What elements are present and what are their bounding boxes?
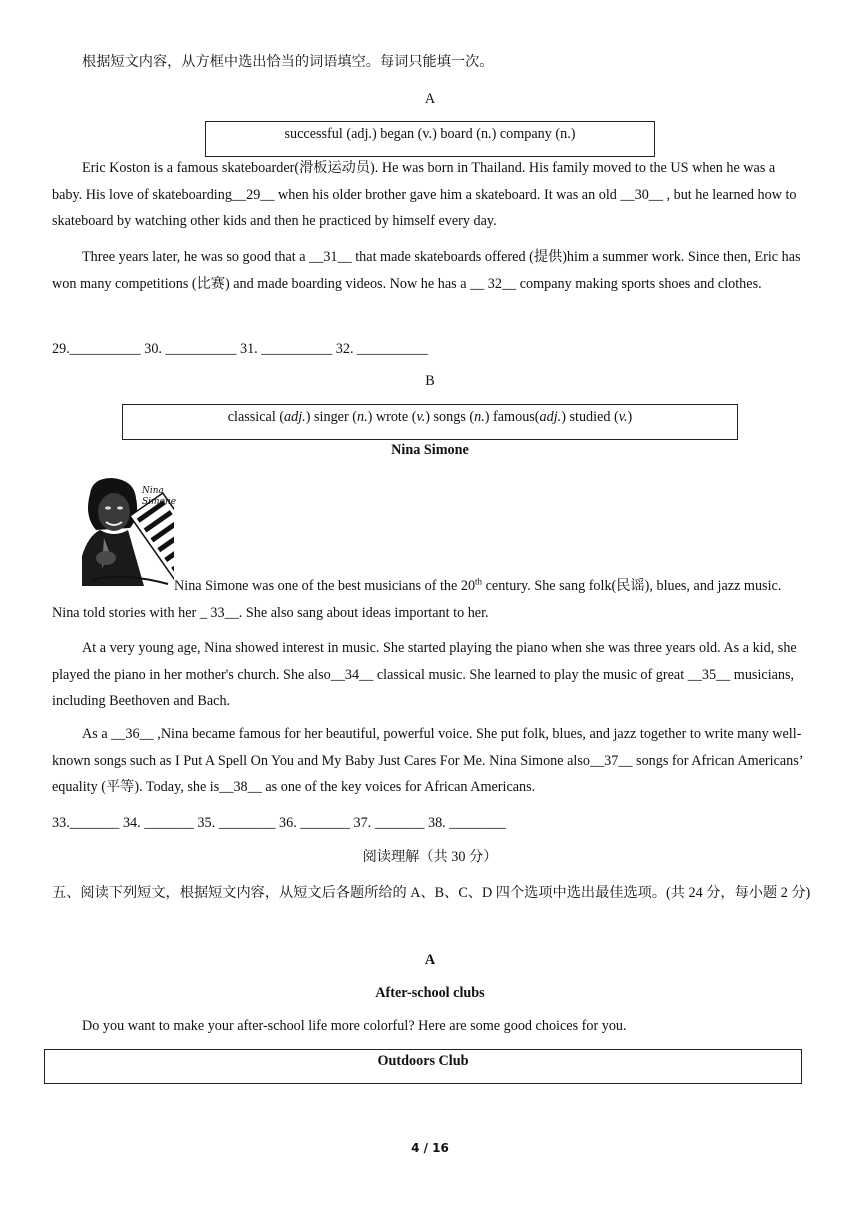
- section-a-answer-blanks: 29.__________ 30. __________ 31. __________ 32. __________: [52, 341, 428, 357]
- reading-title: After-school clubs: [375, 985, 485, 1001]
- outdoors-club-box: Outdoors Club: [44, 1049, 802, 1084]
- section-a-paragraph-2: Three years later, he was so good that a __31__ that made skateboards offered (提供)him a summer work. Since then, Eric has won many competitions (比赛) and made boarding videos. Now he has a __ 32__ company making sports shoes and clothes.: [52, 249, 801, 292]
- reading-intro: Do you want to make your after-school life more colorful? Here are some good choices for you.: [82, 1018, 627, 1034]
- word-box-b: classical (adj.) singer (n.) wrote (v.) songs (n.) famous(adj.) studied (v.): [122, 404, 738, 440]
- section-a-paragraph-1: Eric Koston is a famous skateboarder(滑板运动员). He was born in Thailand. His family moved to the US when he was a baby. His love of skateboarding__29__ when his older brother gave him a skateboard. It was an old __30__ , but he learned how to skateboard by watching other kids and then he practiced by himself every day.: [52, 160, 797, 229]
- section-a-letter: A: [424, 91, 436, 107]
- section-b-title: Nina Simone: [391, 442, 469, 458]
- reading-heading: 阅读理解（共 30 分）: [362, 849, 498, 865]
- page-number: 4 / 16: [411, 1141, 449, 1155]
- section-b-letter: B: [425, 373, 435, 389]
- section-b-paragraph-2: At a very young age, Nina showed interest in music. She started playing the piano when she was three years old. As a kid, she played the piano in her mother's church. She also__34__ classical music. She learned to play the music of great __35__ musicians, including Beethoven and Bach.: [52, 640, 797, 709]
- section-b-paragraph-3: As a __36__ ,Nina became famous for her beautiful, powerful voice. She put folk, blues, and jazz together to write many well-known songs such as I Put A Spell On You and My Baby Just Cares For Me. Nina Simone also__37__ songs for African Americans’ equality (平等). Today, she is__38__ as one of the key voices for African Americans.: [52, 726, 803, 795]
- word-box-a: successful (adj.) began (v.) board (n.) company (n.): [205, 121, 655, 157]
- section-b-paragraph-1: Nina Simone was one of the best musicians of the 20th century. She sang folk(民谣), blues, and jazz music. Nina told stories with her _ 33__. She also sang about ideas important to her.: [52, 576, 782, 621]
- fill-instruction: 根据短文内容，从方框中选出恰当的词语填空。每词只能填一次。: [82, 54, 494, 70]
- photo-caption: Nina Simone: [142, 486, 177, 507]
- section-b-answer-blanks: 33._______ 34. _______ 35. ________ 36. _______ 37. _______ 38. ________: [52, 815, 506, 831]
- reading-instruction: 五、阅读下列短文，根据短文内容，从短文后各题所给的 A、B、C、D 四个选项中选出最佳选项。(共 24 分，每小题 2 分): [52, 885, 811, 901]
- reading-section-letter: A: [424, 952, 436, 968]
